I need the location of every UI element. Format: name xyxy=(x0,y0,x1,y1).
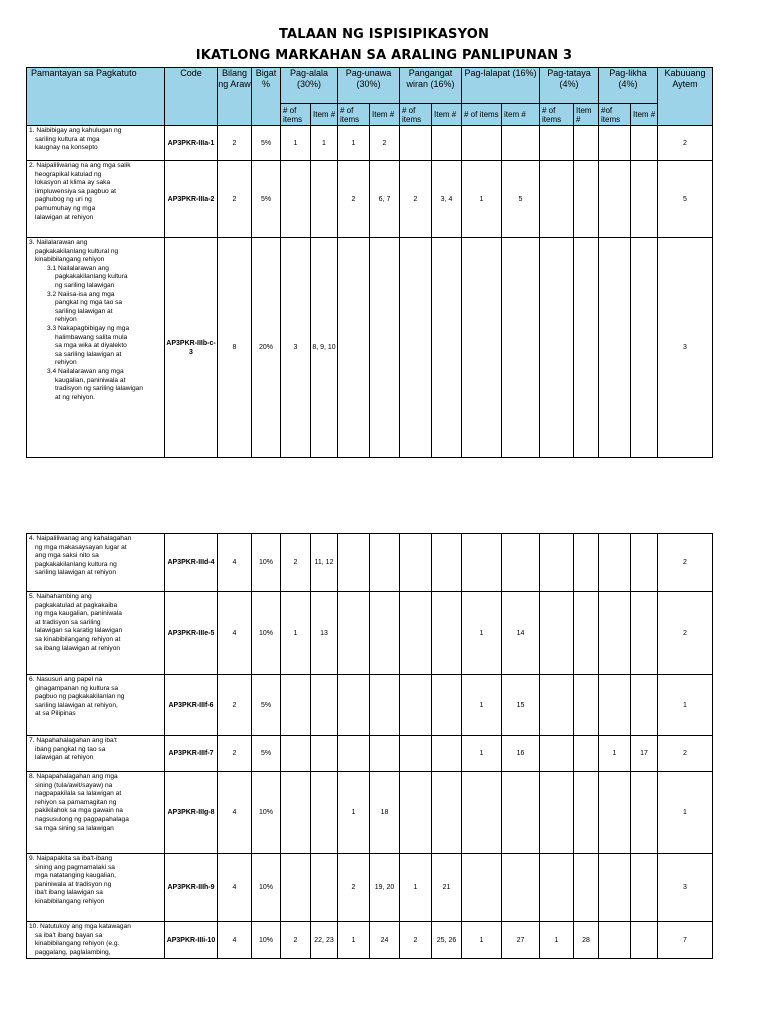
competency-line: ng mga makasaysayan lugar at xyxy=(35,543,127,551)
item-num-cell xyxy=(574,772,599,854)
competency-line: pagkakatulad at pagkakaiba xyxy=(35,601,118,609)
araw-cell: 4 xyxy=(218,534,252,592)
header-pag-alala: Pag-alala (30%) xyxy=(281,68,338,104)
subheader-num-items: # of items xyxy=(281,104,311,126)
competency-line: kaugnay na konsepto xyxy=(35,144,98,152)
competency-line: 1. Naibibigay ang kahulugan ng xyxy=(29,127,122,134)
table-row xyxy=(27,854,713,922)
item-num-cell xyxy=(432,238,462,458)
competency-line: 10. Natutukoy ang mga katawagan xyxy=(29,923,131,930)
bigat-cell: 10% xyxy=(252,854,281,922)
item-num-cell xyxy=(574,161,599,238)
competency-line: rehiyon xyxy=(55,316,77,324)
item-num-cell xyxy=(311,854,338,922)
subheader-num-items: # of items xyxy=(400,104,432,126)
item-num-cell: 14 xyxy=(502,592,540,675)
competency-line: 9. Naipapakita sa iba't-ibang xyxy=(29,855,113,862)
competency-line: paghubog ng uri ng xyxy=(35,196,92,204)
num-items-cell xyxy=(599,126,631,161)
item-num-cell: 2 xyxy=(370,126,400,161)
competency-line: sariling lalawigan at rehiyon, xyxy=(35,701,118,709)
num-items-cell xyxy=(400,534,432,592)
num-items-cell: 1 xyxy=(599,736,631,772)
item-num-cell xyxy=(631,854,658,922)
num-items-cell: 1 xyxy=(338,126,370,161)
item-num-cell xyxy=(502,238,540,458)
header-pag-tataya: Pag-tataya (4%) xyxy=(540,68,599,104)
competency-line: kaugalian, paniniwala at xyxy=(55,376,126,384)
table-row xyxy=(27,238,713,458)
num-items-cell xyxy=(281,675,311,736)
header-pag-likha: Pag-likha (4%) xyxy=(599,68,658,104)
item-num-cell xyxy=(502,854,540,922)
competency-line: lalawigan at rehiyon xyxy=(35,754,94,762)
header-bilang-ng-araw: Bilang ng Araw xyxy=(218,68,252,126)
competency-line: pagkakakilanlang kultural ng xyxy=(35,247,119,255)
code-cell: AP3PKR-IIIg-8 xyxy=(165,772,218,854)
num-items-cell xyxy=(540,675,574,736)
competency-line: sa mga sining sa lalawigan xyxy=(35,824,114,832)
num-items-cell xyxy=(599,238,631,458)
code-cell: AP3PKR-IIIa-1 xyxy=(165,126,218,161)
total-cell: 1 xyxy=(658,772,713,854)
num-items-cell xyxy=(599,161,631,238)
subheader-num-items: # of items xyxy=(462,104,502,126)
item-num-cell: 22, 23 xyxy=(311,922,338,959)
competency-line: sa iba't ibang bayan sa xyxy=(35,931,103,939)
araw-cell: 4 xyxy=(218,772,252,854)
num-items-cell xyxy=(540,736,574,772)
competency-line: 2. Naipaliliwanag na ang mga salik xyxy=(29,162,131,169)
num-items-cell xyxy=(400,736,432,772)
competency-line: 3.1 Nailalarawan ang xyxy=(47,264,109,272)
subheader-item-num: Item # xyxy=(631,104,658,126)
araw-cell: 2 xyxy=(218,675,252,736)
subheader-item-num: Item # xyxy=(432,104,462,126)
num-items-cell xyxy=(400,772,432,854)
total-cell: 1 xyxy=(658,675,713,736)
item-num-cell: 3, 4 xyxy=(432,161,462,238)
item-num-cell xyxy=(631,534,658,592)
num-items-cell: 2 xyxy=(400,161,432,238)
bigat-cell: 20% xyxy=(252,238,281,458)
num-items-cell xyxy=(281,772,311,854)
total-cell: 2 xyxy=(658,736,713,772)
competency-line: 6. Nasusuri ang papel na xyxy=(29,676,103,683)
code-cell: AP3PKR-IIIb-c-3 xyxy=(165,238,218,458)
num-items-cell: 1 xyxy=(540,922,574,959)
header-pamantayan: Pamantayan sa Pagkatuto xyxy=(27,68,165,126)
competency-cell xyxy=(27,854,165,922)
item-num-cell xyxy=(631,126,658,161)
table-row xyxy=(27,675,713,736)
competency-cell xyxy=(27,922,165,959)
item-num-cell: 25, 26 xyxy=(432,922,462,959)
item-num-cell xyxy=(631,772,658,854)
num-items-cell xyxy=(400,675,432,736)
competency-line: kinabibilangang rehiyon xyxy=(35,897,105,905)
bigat-cell: 5% xyxy=(252,736,281,772)
num-items-cell: 1 xyxy=(462,675,502,736)
code-cell: AP3PKR-IIIi-10 xyxy=(165,922,218,959)
total-cell: 2 xyxy=(658,592,713,675)
header-kabuuang-aytem: Kabuuang Aytem xyxy=(658,68,713,126)
item-num-cell: 18 xyxy=(370,772,400,854)
item-num-cell xyxy=(631,238,658,458)
competency-line: pakikilahok sa mga gawain na xyxy=(35,807,123,815)
item-num-cell xyxy=(502,126,540,161)
araw-cell: 2 xyxy=(218,161,252,238)
num-items-cell xyxy=(400,238,432,458)
table-row xyxy=(27,736,713,772)
item-num-cell: 1 xyxy=(311,126,338,161)
num-items-cell xyxy=(400,126,432,161)
num-items-cell xyxy=(462,772,502,854)
num-items-cell xyxy=(462,126,502,161)
table-row xyxy=(27,534,713,592)
item-num-cell xyxy=(574,592,599,675)
competency-cell xyxy=(27,534,165,592)
item-num-cell xyxy=(631,675,658,736)
header-pag-unawa: Pag-unawa (30%) xyxy=(338,68,400,104)
item-num-cell: 21 xyxy=(432,854,462,922)
code-cell: AP3PKR-IIId-4 xyxy=(165,534,218,592)
num-items-cell xyxy=(462,854,502,922)
header-bigat: Bigat % xyxy=(252,68,281,126)
item-num-cell xyxy=(574,534,599,592)
competency-line: lokasyon at klima ay saka xyxy=(35,179,111,187)
num-items-cell xyxy=(462,534,502,592)
item-num-cell xyxy=(502,772,540,854)
competency-cell xyxy=(27,126,165,161)
bigat-cell: 10% xyxy=(252,534,281,592)
subheader-num-items: # of items xyxy=(338,104,370,126)
competency-line: iba't ibang lalawigan sa xyxy=(35,889,103,897)
item-num-cell xyxy=(574,238,599,458)
bigat-cell: 5% xyxy=(252,161,281,238)
document-subtitle: IKATLONG MARKAHAN SA ARALING PANLIPUNAN 3 xyxy=(195,48,573,63)
num-items-cell: 2 xyxy=(400,922,432,959)
document-title: TALAAN NG ISPISIPIKASYON xyxy=(278,27,490,42)
competency-line: lalawigan sa karatig lalawigan xyxy=(35,627,123,635)
code-cell: AP3PKR-IIIf-6 xyxy=(165,675,218,736)
competency-line: sining (tula/awit/sayaw) na xyxy=(35,781,113,789)
bigat-cell: 10% xyxy=(252,592,281,675)
code-cell: AP3PKR-IIIa-2 xyxy=(165,161,218,238)
araw-cell: 2 xyxy=(218,126,252,161)
competency-line: sariling lalawigan at rehiyon xyxy=(35,569,117,577)
num-items-cell xyxy=(599,772,631,854)
num-items-cell: 1 xyxy=(462,592,502,675)
competency-line: rehiyon sa pamamagitan ng xyxy=(35,798,117,806)
num-items-cell xyxy=(462,238,502,458)
araw-cell: 4 xyxy=(218,922,252,959)
competency-line: tradisyon ng sariling lalawigan xyxy=(55,385,143,393)
subheader-item-num: item # xyxy=(502,104,540,126)
num-items-cell xyxy=(540,534,574,592)
item-num-cell xyxy=(432,772,462,854)
araw-cell: 2 xyxy=(218,736,252,772)
item-num-cell: 28 xyxy=(574,922,599,959)
item-num-cell: 24 xyxy=(370,922,400,959)
competency-line: pamumuhay ng mga xyxy=(35,204,96,212)
num-items-cell xyxy=(281,736,311,772)
table-row xyxy=(27,126,713,161)
competency-line: ng sariling lalawigan xyxy=(55,281,115,289)
competency-cell xyxy=(27,238,165,458)
num-items-cell xyxy=(338,534,370,592)
item-num-cell xyxy=(311,161,338,238)
competency-line: sa sariling lalawigan at xyxy=(55,350,122,358)
header-pangangatwiran: Pangangat wiran (16%) xyxy=(400,68,462,104)
competency-line: 3.2 Naiisa-isa ang mga xyxy=(47,290,115,298)
item-num-cell xyxy=(370,592,400,675)
competency-line: 7. Napahahalagahan ang iba't xyxy=(29,737,117,744)
competency-line: mga natatanging kaugalian, xyxy=(35,872,117,880)
competency-line: pagkakakilanlang kultura ng xyxy=(35,560,117,568)
item-num-cell: 17 xyxy=(631,736,658,772)
item-num-cell xyxy=(370,736,400,772)
competency-line: kinabibilangang rehiyon xyxy=(35,256,105,264)
competency-line: rehiyon xyxy=(55,359,77,367)
item-num-cell xyxy=(432,534,462,592)
subheader-item-num: Item # xyxy=(574,104,599,126)
num-items-cell xyxy=(338,238,370,458)
item-num-cell xyxy=(370,238,400,458)
bigat-cell: 5% xyxy=(252,675,281,736)
code-cell: AP3PKR-IIIf-7 xyxy=(165,736,218,772)
num-items-cell: 1 xyxy=(400,854,432,922)
competency-line: 5. Naihahambing ang xyxy=(29,593,92,600)
competency-line: sa kinabibilangang rehiyon at xyxy=(35,635,121,643)
competency-cell xyxy=(27,772,165,854)
competency-line: 3. Nailalarawan ang xyxy=(29,239,88,246)
competency-line: heograpikal katulad ng xyxy=(35,170,102,178)
total-cell: 2 xyxy=(658,126,713,161)
num-items-cell xyxy=(599,534,631,592)
code-cell: AP3PKR-IIIh-9 xyxy=(165,854,218,922)
item-num-cell xyxy=(311,772,338,854)
bigat-cell: 10% xyxy=(252,922,281,959)
competency-cell xyxy=(27,592,165,675)
competency-line: nagsusulong ng pagpapahalaga xyxy=(35,815,129,823)
competency-line: sining ang pagmamalaki sa xyxy=(35,863,115,871)
competency-line: sariling lalawigan at xyxy=(55,307,113,315)
item-num-cell: 16 xyxy=(502,736,540,772)
competency-line: paggalang, paglalambing, xyxy=(35,948,111,956)
num-items-cell xyxy=(540,772,574,854)
item-num-cell: 11, 12 xyxy=(311,534,338,592)
araw-cell: 8 xyxy=(218,238,252,458)
competency-line: pangkat ng mga tao sa xyxy=(55,299,123,307)
competency-line: iimpluwensiya sa pagbuo at xyxy=(35,187,117,195)
num-items-cell xyxy=(540,126,574,161)
competency-line: sa ibang lalawigan at rehiyon xyxy=(35,644,121,652)
competency-line: sariling kultura at mga xyxy=(35,135,100,143)
competency-line: at tradisyon sa sariling xyxy=(35,618,101,626)
num-items-cell: 3 xyxy=(281,238,311,458)
item-num-cell xyxy=(502,534,540,592)
total-cell: 7 xyxy=(658,922,713,959)
header-code: Code xyxy=(165,68,218,126)
num-items-cell: 2 xyxy=(338,161,370,238)
competency-line: 8. Napapahalagahan ang mga xyxy=(29,773,118,780)
num-items-cell xyxy=(540,592,574,675)
item-num-cell xyxy=(631,592,658,675)
num-items-cell xyxy=(540,854,574,922)
code-cell: AP3PKR-IIIe-5 xyxy=(165,592,218,675)
araw-cell: 4 xyxy=(218,854,252,922)
competency-line: ibang pangkat ng tao sa xyxy=(35,745,106,753)
competency-line: halimbawang salita mula xyxy=(55,333,128,341)
num-items-cell xyxy=(281,161,311,238)
num-items-cell: 1 xyxy=(462,922,502,959)
item-num-cell xyxy=(432,736,462,772)
item-num-cell xyxy=(432,126,462,161)
item-num-cell xyxy=(432,675,462,736)
num-items-cell xyxy=(540,238,574,458)
item-num-cell xyxy=(574,736,599,772)
competency-line: ginagampanan ng kultura sa xyxy=(35,684,119,692)
item-num-cell: 19, 20 xyxy=(370,854,400,922)
competency-line: pagbuo ng pagkakakilanlan ng xyxy=(35,693,125,701)
total-cell: 3 xyxy=(658,854,713,922)
competency-cell xyxy=(27,161,165,238)
item-num-cell xyxy=(631,922,658,959)
item-num-cell xyxy=(631,161,658,238)
num-items-cell xyxy=(599,922,631,959)
item-num-cell: 13 xyxy=(311,592,338,675)
item-num-cell xyxy=(574,126,599,161)
num-items-cell xyxy=(281,854,311,922)
competency-line: at sa Pilipinas xyxy=(35,710,76,718)
competency-line: ng mga kaugalian, paniniwala xyxy=(35,610,122,618)
num-items-cell xyxy=(338,592,370,675)
num-items-cell xyxy=(338,736,370,772)
competency-line: 3.4 Nailalarawan ang mga xyxy=(47,367,124,375)
competency-line: lalawigan at rehiyon xyxy=(35,213,94,221)
specification-table-part-1 xyxy=(26,67,713,458)
num-items-cell: 1 xyxy=(338,772,370,854)
bigat-cell: 5% xyxy=(252,126,281,161)
num-items-cell xyxy=(599,675,631,736)
competency-cell xyxy=(27,736,165,772)
num-items-cell: 1 xyxy=(462,736,502,772)
competency-line: sa mga wika at diyalekto xyxy=(55,342,127,350)
competency-line: 3.3 Nakapagbibigay ng mga xyxy=(47,324,130,332)
num-items-cell: 2 xyxy=(281,922,311,959)
num-items-cell: 1 xyxy=(338,922,370,959)
num-items-cell xyxy=(599,854,631,922)
item-num-cell xyxy=(574,675,599,736)
competency-cell xyxy=(27,675,165,736)
num-items-cell: 2 xyxy=(281,534,311,592)
num-items-cell xyxy=(540,161,574,238)
total-cell: 5 xyxy=(658,161,713,238)
item-num-cell xyxy=(311,675,338,736)
num-items-cell xyxy=(400,592,432,675)
item-num-cell: 8, 9, 10 xyxy=(311,238,338,458)
item-num-cell: 27 xyxy=(502,922,540,959)
header-pag-lalapat: Pag-lalapat (16%) xyxy=(462,68,540,104)
num-items-cell: 1 xyxy=(281,592,311,675)
competency-line: paniniwala at tradisyon ng xyxy=(35,880,112,888)
table-row xyxy=(27,772,713,854)
competency-line: pagkakakilanlang kultura xyxy=(55,273,128,281)
competency-line: at ng rehiyon. xyxy=(55,393,95,401)
araw-cell: 4 xyxy=(218,592,252,675)
total-cell: 3 xyxy=(658,238,713,458)
item-num-cell xyxy=(432,592,462,675)
specification-table-part-2 xyxy=(26,533,713,959)
bigat-cell: 10% xyxy=(252,772,281,854)
item-num-cell: 6, 7 xyxy=(370,161,400,238)
subheader-num-items: # of items xyxy=(540,104,574,126)
num-items-cell: 2 xyxy=(338,854,370,922)
item-num-cell xyxy=(370,675,400,736)
subheader-item-num: Item # xyxy=(311,104,338,126)
competency-line: kinabibilangang rehiyon (e.g. xyxy=(35,940,120,948)
num-items-cell: 1 xyxy=(281,126,311,161)
item-num-cell: 5 xyxy=(502,161,540,238)
num-items-cell: 1 xyxy=(462,161,502,238)
competency-line: 4. Naipaliliwanag ang kahalagahan xyxy=(29,535,132,542)
item-num-cell xyxy=(311,736,338,772)
table-row xyxy=(27,161,713,238)
total-cell: 2 xyxy=(658,534,713,592)
item-num-cell: 15 xyxy=(502,675,540,736)
competency-line: ang mga saksi nito sa xyxy=(35,552,99,560)
table-row xyxy=(27,922,713,959)
num-items-cell xyxy=(338,675,370,736)
subheader-num-items: #of items xyxy=(599,104,631,126)
item-num-cell xyxy=(574,854,599,922)
subheader-item-num: Item # xyxy=(370,104,400,126)
num-items-cell xyxy=(599,592,631,675)
table-row xyxy=(27,592,713,675)
competency-line: nagpapakilala sa lalawigan at xyxy=(35,790,122,798)
item-num-cell xyxy=(370,534,400,592)
